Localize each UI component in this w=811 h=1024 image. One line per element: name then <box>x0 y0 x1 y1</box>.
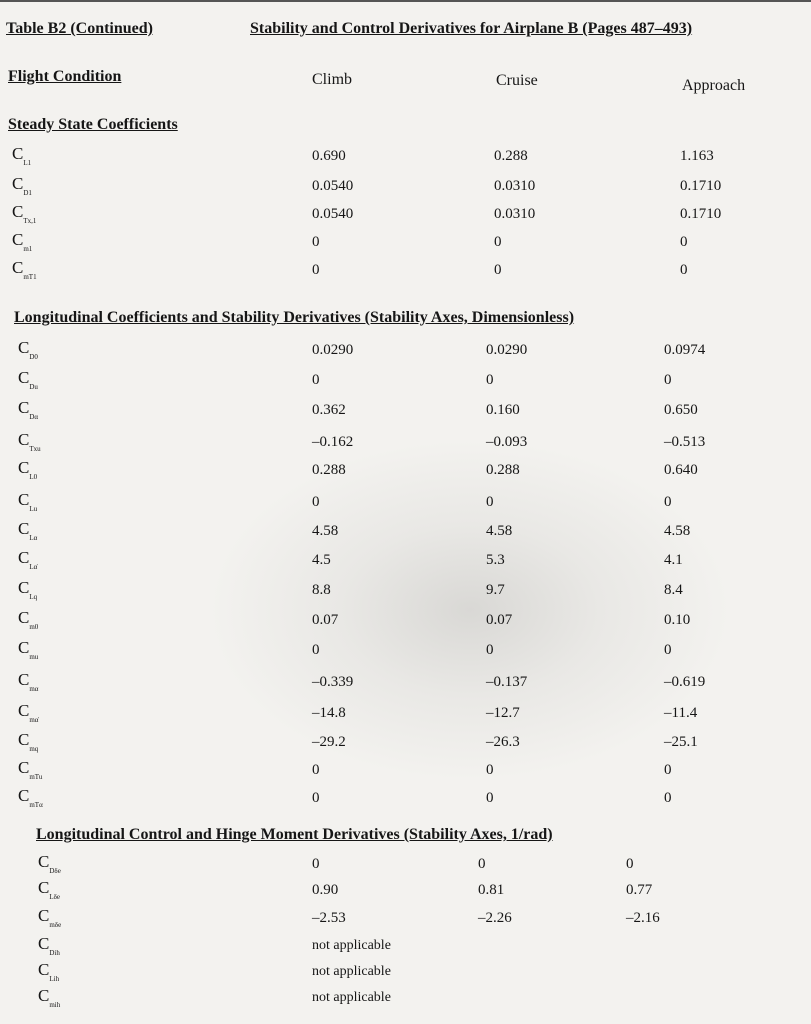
table-label: Table B2 (Continued) <box>6 20 153 37</box>
coefficient-symbol: $C_{_{D\delta e}}$ <box>38 852 61 875</box>
cell-cruise: 0.81 <box>478 882 505 898</box>
coefficient-symbol: $C_{_{mu}}$ <box>18 638 39 661</box>
cell-approach: 0.640 <box>664 462 698 478</box>
cell-cruise: 0 <box>486 372 494 388</box>
cell-approach: 8.4 <box>664 582 683 598</box>
cell-cruise: –0.137 <box>486 674 528 690</box>
cell-climb: 0.0540 <box>312 178 354 194</box>
cell-cruise: 0.07 <box>486 612 513 628</box>
cell-approach: 4.1 <box>664 552 683 568</box>
cell-approach: 0 <box>664 642 672 658</box>
cell-climb: 0 <box>312 642 320 658</box>
cell-climb: 0.07 <box>312 612 339 628</box>
coefficient-symbol: $C_{_{mq}}$ <box>18 730 39 753</box>
coefficient-symbol: $C_{_{m\delta e}}$ <box>38 906 62 929</box>
cell-climb: 0 <box>312 234 320 250</box>
cell-approach: 0 <box>680 234 688 250</box>
cell-climb: 0 <box>312 262 320 278</box>
cell-approach: 0 <box>680 262 688 278</box>
cell-climb: not applicable <box>312 938 391 953</box>
cell-approach: 0.1710 <box>680 206 722 222</box>
cell-cruise: 0 <box>494 234 502 250</box>
coefficient-symbol: $C_{_{L\alphȧ}}$ <box>18 548 38 571</box>
cell-cruise: 0.0310 <box>494 178 536 194</box>
cell-cruise: 0 <box>486 494 494 510</box>
cell-climb: 0.0290 <box>312 342 354 358</box>
cell-cruise: 0 <box>478 856 486 872</box>
cell-cruise: 0 <box>486 790 494 806</box>
cell-approach: –0.513 <box>664 434 706 450</box>
cell-climb: 0.90 <box>312 882 339 898</box>
cell-climb: 0.288 <box>312 462 346 478</box>
column-header-label: Flight Condition <box>8 68 122 85</box>
coefficient-symbol: $C_{_{Txu}}$ <box>18 430 41 453</box>
coefficient-symbol: $C_{_{Lih}}$ <box>38 960 60 983</box>
coefficient-symbol: $C_{_{mTu}}$ <box>18 758 43 781</box>
cell-cruise: 0.0310 <box>494 206 536 222</box>
cell-climb: 0 <box>312 762 320 778</box>
column-header-cruise: Cruise <box>496 72 538 89</box>
cell-approach: 0.10 <box>664 612 691 628</box>
cell-climb: not applicable <box>312 990 391 1005</box>
coefficient-symbol: $C_{_{L0}}$ <box>18 458 38 481</box>
cell-cruise: 0.0290 <box>486 342 528 358</box>
cell-climb: –0.339 <box>312 674 354 690</box>
cell-approach: 0.77 <box>626 882 653 898</box>
cell-climb: 0 <box>312 372 320 388</box>
cell-approach: 0 <box>664 790 672 806</box>
cell-climb: 0.690 <box>312 148 346 164</box>
cell-climb: 0 <box>312 790 320 806</box>
cell-approach: –25.1 <box>664 734 698 750</box>
coefficient-symbol: $C_{_{mT\alpha}}$ <box>18 786 43 809</box>
cell-cruise: 0.288 <box>494 148 528 164</box>
cell-approach: 0.0974 <box>664 342 706 358</box>
cell-cruise: –12.7 <box>486 705 520 721</box>
coefficient-symbol: $C_{_{mT1}}$ <box>12 258 37 281</box>
cell-climb: 4.5 <box>312 552 331 568</box>
section-title: Steady State Coefficients <box>8 116 178 133</box>
cell-approach: –0.619 <box>664 674 706 690</box>
cell-approach: –2.16 <box>626 910 660 926</box>
cell-climb: –2.53 <box>312 910 346 926</box>
coefficient-symbol: $C_{_{m\alpha}}$ <box>18 670 39 693</box>
cell-climb: –0.162 <box>312 434 354 450</box>
column-header-climb: Climb <box>312 71 353 88</box>
cell-approach: 0 <box>626 856 634 872</box>
cell-approach: 0 <box>664 494 672 510</box>
cell-approach: –11.4 <box>664 705 698 721</box>
coefficient-symbol: $C_{_{D1}}$ <box>12 174 32 197</box>
coefficient-symbol: $C_{_{L\alpha}}$ <box>18 519 38 542</box>
cell-cruise: 0 <box>494 262 502 278</box>
coefficient-symbol: $C_{_{Dih}}$ <box>38 934 60 957</box>
cell-climb: 0.0540 <box>312 206 354 222</box>
coefficient-symbol: $C_{_{m0}}$ <box>18 608 39 631</box>
cell-approach: 4.58 <box>664 523 691 539</box>
cell-approach: 0.1710 <box>680 178 722 194</box>
cell-cruise: 0.288 <box>486 462 520 478</box>
cell-approach: 0.650 <box>664 402 698 418</box>
cell-climb: 0 <box>312 494 320 510</box>
cell-climb: 0 <box>312 856 320 872</box>
cell-cruise: 9.7 <box>486 582 505 598</box>
cell-climb: not applicable <box>312 964 391 979</box>
cell-cruise: 0 <box>486 642 494 658</box>
cell-climb: –29.2 <box>312 734 346 750</box>
top-rule <box>0 0 811 2</box>
coefficient-symbol: $C_{_{m\alphȧ}}$ <box>18 701 39 724</box>
cell-climb: 0.362 <box>312 402 346 418</box>
coefficient-symbol: $C_{_{Tx,1}}$ <box>12 202 37 225</box>
cell-cruise: 0 <box>486 762 494 778</box>
cell-approach: 0 <box>664 372 672 388</box>
cell-climb: 8.8 <box>312 582 331 598</box>
cell-approach: 1.163 <box>680 148 714 164</box>
cell-approach: 0 <box>664 762 672 778</box>
cell-cruise: –26.3 <box>486 734 520 750</box>
cell-cruise: 4.58 <box>486 523 513 539</box>
coefficient-symbol: $C_{_{D\alpha}}$ <box>18 398 39 421</box>
section-title: Longitudinal Coefficients and Stability Derivatives (Stability Axes, Dimensionless) <box>14 309 575 326</box>
cell-cruise: 5.3 <box>486 552 505 568</box>
coefficient-symbol: $C_{_{m1}}$ <box>12 230 33 253</box>
cell-cruise: –0.093 <box>486 434 528 450</box>
coefficient-symbol: $C_{_{D0}}$ <box>18 338 38 361</box>
cell-climb: 4.58 <box>312 523 339 539</box>
coefficient-symbol: $C_{_{L1}}$ <box>12 144 32 167</box>
coefficient-symbol: $C_{_{mih}}$ <box>38 986 61 1009</box>
coefficient-symbol: $C_{_{L\delta e}}$ <box>38 878 61 901</box>
coefficient-symbol: $C_{_{Lu}}$ <box>18 490 38 513</box>
section-title: Longitudinal Control and Hinge Moment Derivatives (Stability Axes, 1/rad) <box>36 826 553 843</box>
cell-cruise: 0.160 <box>486 402 520 418</box>
coefficient-symbol: $C_{_{Lq}}$ <box>18 578 38 601</box>
table-title: Stability and Control Derivatives for Airplane B (Pages 487–493) <box>250 20 693 37</box>
cell-cruise: –2.26 <box>478 910 512 926</box>
cell-climb: –14.8 <box>312 705 346 721</box>
column-header-approach: Approach <box>682 77 746 94</box>
coefficient-symbol: $C_{_{Du}}$ <box>18 368 38 391</box>
